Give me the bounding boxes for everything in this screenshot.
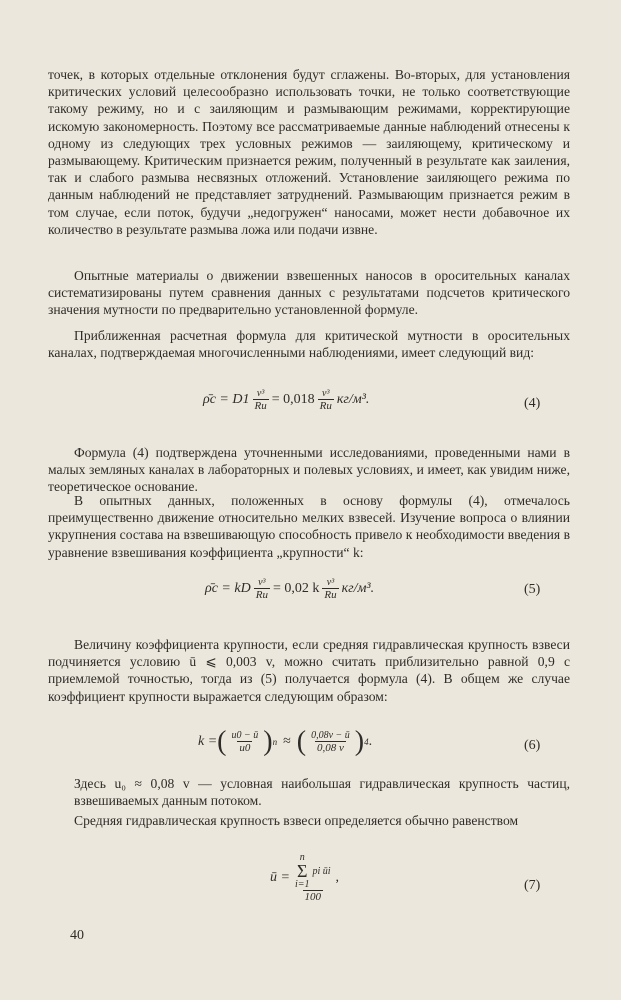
paragraph-2: Опытные материалы о движении взвешенных наносов в оросительных каналах систематизированы путем сравнения данных с результатами подсчетов критического значения мутности по предварительно установленной формуле. — [48, 268, 570, 318]
eq6-fraction-1: $\frac{u0 - ū}{u0}$ — [231, 730, 259, 754]
eq5-fraction-2: $\frac{\text{v³}}{Ru}$ — [324, 577, 337, 601]
paragraph-5: В опытных данных, положенных в основу формулы (4), отмечалось преимущественно движение относительно мелких взвесей. Изучение вопроса о влиянии укрупнения состава на взвешивающую способность привело к необходимости введения в уравнение взвешивания коэффициента „крупности“ k: — [48, 493, 570, 560]
eq4-fraction-1: $\frac{\text{v³}}{Ru}$ — [254, 388, 267, 412]
eq6-fraction-2: $\frac{0,08v - ū}{0,08 v}$ — [311, 730, 350, 754]
paragraph-7: Здесь u₀ ≈ 0,08 v — условная наибольшая гидравлическая крупность частиц, взвешиваемых данным потоком. — [74, 776, 570, 809]
paragraph-1: точек, в которых отдельные отклонения будут сглажены. Во-вторых, для установления критических условий целесообразно использовать точки, не только соответствующие такому режиму, но и с заиляющим и размывающим режимами, корректирующие искомую закономерность. Поэтому все рассматриваемые данные наблюдений отнесены к одному из следующих трех условных режимов — заиляющему, критическому и размывающему. Критическим признается режим, полученный в результате как заиления, так и слабого размыва несвязных отложений. Установление заиляющего режима по данным наблюдений не представляет затруднений. Размывающим признается режим в том случае, если поток, будучи „недогружен“ наносами, может нести добавочное их количество в результате размыва ложа или подачи извне. — [48, 67, 570, 237]
eq5-fraction-1: $\frac{\text{v³}}{Ru}$ — [255, 577, 268, 601]
equation-4-number: (4) — [524, 396, 541, 411]
equation-4: ρ̄c = D1 $\frac{\text{v³}}{Ru}$ = 0,018 $\frac{\text{v³}}{Ru}$ кг/м³. — [203, 388, 370, 412]
equation-6-number: (6) — [524, 738, 541, 753]
equation-7: ū = n Σ i=1 pi ūi 100 , — [270, 852, 340, 903]
equation-5: ρ̄c = kD $\frac{\text{v³}}{Ru}$ = 0,02 k $\frac{\text{v³}}{Ru}$ кг/м³. — [205, 577, 375, 601]
paragraph-6: Величину коэффициента крупности, если средняя гидравлическая крупность взвеси подчиняется условию ū ⩽ 0,003 v, можно считать приблизительно равной 0,9 с приемлемой точностью, тогда из (5) получается формула (4). В общем же случае коэффициент крупности выражается следующим образом: — [48, 637, 570, 704]
paragraph-4: Формула (4) подтверждена уточненными исследованиями, проведенными нами в малых земляных каналах в лабораторных и полевых условиях, и имеет, как увидим ниже, теоретическое основание. — [48, 445, 570, 495]
eq7-fraction: n Σ i=1 pi ūi 100 — [294, 852, 331, 903]
equation-7-number: (7) — [524, 878, 541, 893]
page-number: 40 — [70, 928, 84, 943]
paragraph-3: Приближенная расчетная формула для критической мутности в оросительных каналах, подтверждаемая многочисленными наблюдениями, имеет следующий вид: — [48, 328, 570, 361]
equation-5-number: (5) — [524, 582, 541, 597]
paragraph-8: Средняя гидравлическая крупность взвеси определяется обычно равенством — [74, 813, 519, 828]
eq4-fraction-2: $\frac{\text{v³}}{Ru}$ — [319, 388, 332, 412]
equation-6: k = ( $\frac{u0 - ū}{u0}$ ) n ≈ ( $\frac{0,08v - ū}{0,08 v}$ ) 4 . — [198, 726, 373, 757]
summation-sign: n Σ i=1 — [294, 852, 310, 890]
